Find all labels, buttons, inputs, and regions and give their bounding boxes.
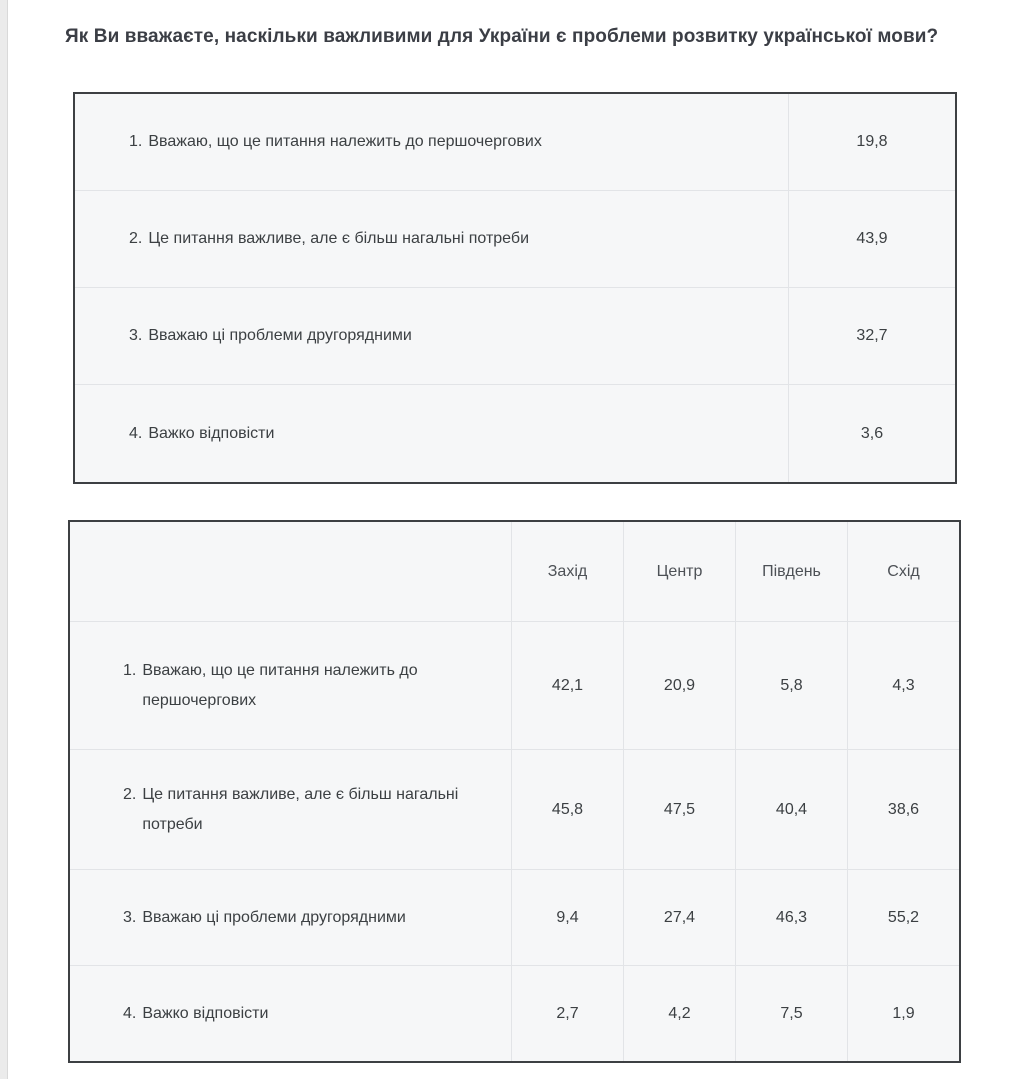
row-value-cell: 32,7 <box>788 288 955 384</box>
row-label-cell <box>70 622 511 749</box>
value-cell: 9,4 <box>511 870 623 965</box>
table-row <box>75 94 955 191</box>
value-cell: 4,2 <box>623 966 735 1061</box>
column-header-skhid: Схід <box>847 522 959 621</box>
row-label: Вважаю ці проблеми другорядними <box>142 908 406 926</box>
value-cell: 46,3 <box>735 870 847 965</box>
value-cell: 5,8 <box>735 622 847 749</box>
region-table <box>68 520 961 1063</box>
row-label-cell <box>75 94 788 190</box>
row-number: 3. <box>123 908 137 926</box>
table-row <box>75 385 955 482</box>
row-label-cell <box>70 966 511 1061</box>
value-cell: 27,4 <box>623 870 735 965</box>
row-value-cell: 43,9 <box>788 191 955 287</box>
row-number: 1. <box>129 133 143 150</box>
row-label: Це питання важливе, але є більш нагальні потреби <box>148 230 529 247</box>
header-empty-cell <box>70 522 511 621</box>
value-cell: 55,2 <box>847 870 959 965</box>
row-number: 4. <box>123 1004 137 1022</box>
row-number: 1. <box>123 661 137 679</box>
value-cell: 2,7 <box>511 966 623 1061</box>
value-cell: 4,3 <box>847 622 959 749</box>
value-cell: 47,5 <box>623 750 735 869</box>
value-cell: 38,6 <box>847 750 959 869</box>
row-label-cell <box>70 870 511 965</box>
row-label: Вважаю, що це питання належить до першочергових <box>148 133 542 150</box>
row-number: 3. <box>129 327 143 344</box>
row-label: Важко відповісти <box>142 1004 269 1022</box>
value-cell: 45,8 <box>511 750 623 869</box>
table-row <box>70 966 959 1061</box>
table-row <box>70 750 959 870</box>
row-label: Важко відповісти <box>148 424 275 442</box>
page-title: Як Ви вважаєте, наскільки важливими для України є проблеми розвитку української мови? <box>65 26 939 47</box>
column-header-pivden: Південь <box>735 522 847 621</box>
column-header-tsentr: Центр <box>623 522 735 621</box>
row-label-cell <box>75 288 788 384</box>
row-label-cell <box>75 385 788 482</box>
summary-table <box>73 92 957 484</box>
row-label: Це питання важливе, але є більш нагальні потреби <box>142 785 459 833</box>
row-number: 2. <box>129 230 143 247</box>
row-label: Вважаю, що це питання належить до першочергових <box>142 661 418 709</box>
value-cell: 20,9 <box>623 622 735 749</box>
row-label-cell <box>70 750 511 869</box>
row-number: 2. <box>123 785 137 803</box>
left-gutter <box>0 0 8 1079</box>
row-value-cell: 19,8 <box>788 94 955 190</box>
table-row <box>70 870 959 966</box>
row-label-cell <box>75 191 788 287</box>
table-header-row <box>70 522 959 622</box>
row-number: 4. <box>129 424 143 442</box>
value-cell: 42,1 <box>511 622 623 749</box>
row-value-cell: 3,6 <box>788 385 955 482</box>
table-row <box>70 622 959 750</box>
table-row <box>75 191 955 288</box>
column-header-zakhid: Захід <box>511 522 623 621</box>
table-row <box>75 288 955 385</box>
value-cell: 40,4 <box>735 750 847 869</box>
value-cell: 7,5 <box>735 966 847 1061</box>
row-label: Вважаю ці проблеми другорядними <box>148 327 412 344</box>
value-cell: 1,9 <box>847 966 959 1061</box>
